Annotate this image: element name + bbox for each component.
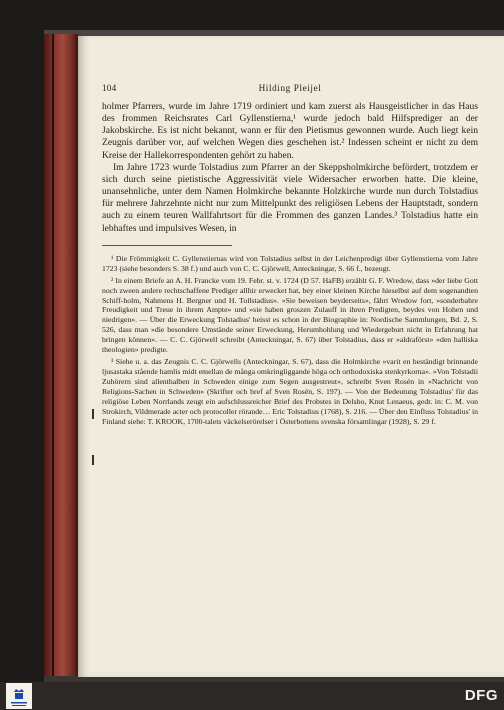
book-spine [44,34,78,679]
book-page [78,36,504,677]
body-paragraph: holmer Pfarrers, wurde im Jahre 1719 ordiniert und kam zuerst als Hausgeistlicher in das Haus des frommen Reichsrates Carl Gyllenstierna,¹ wurde jedoch bald Hilfsprediger an der Jakobskirche. Es ist nicht bekannt, wann er für den Pietismus gewonnen wurde. Auch liegt kein Zeugnis darüber vor, auf welchen Wegen dies geschehen ist.² Indessen scheint er nicht zu dem Kreise der Hallekorrespondenten gehört zu haben. [102,101,478,161]
margin-mark [92,455,94,465]
footnote-rule [102,245,232,246]
footnote-2: ² In einem Briefe an A. H. Francke vom 19. Febr. st. v. 1724 (D 57. HaFB) erzählt G. F. Wredow, dass »der liebe Gott noch zween andere rechtschaffene Prediger allhir erwecket hat, bey einer kleinen Kirche hieselbst auf dem sogenandten Schiff-holm, Nahmens H. Bergner und H. Tollstadius». »Sie beweisen beyderseits», fährt Wredow fort, »sonderbahre Freudigkeit und Treue in ihrem Ampte» und »sie haben groszen Zulauff in ihren Predigten, beydes von Hohen und niedrigen». — Über die Erweckung Tolstadius' heisst es schon in der Biographie in: Nordische Sammlungen, Bd. 2, S. 526, dass man »die besondere Umstände seiner Erweckung, Herumhohlung und Wiedergeburt nicht in Erfahrung hat bringen können». — C. C. Gjörwell schreibt (Anteckningar, S. 67) über Tolstadius, dass er »aldraförst» »den halliska theologien» predigte. [102,275,478,355]
dfg-logo: DFG [464,687,498,704]
footnote-1: ¹ Die Frömmigkeit C. Gyllenstiernas wird von Tolstadius selbst in der Leichenpredigt über Gyllenstierna vom Jahre 1723 (siehe besonders S. 38 f.) und auch von C. C. Gjörwell, Anteckningar, S. 66 f., bezeugt. [102,253,478,273]
page-content [102,83,478,429]
margin-mark [92,409,94,419]
spine-groove [52,34,54,679]
footnote-3: ³ Siehe u. a. das Zeugnis C. C. Gjörwells (Anteckningar, S. 67), dass die Holmkirche »varit en beständigt brinnande ljusastaka stående hamlis midt emellan de många omkringliggande höga och orthodoxiska stenkyrkorna». »Von Tolstadii Zuhörern sind allenthalben in Schweden einige zum Segen ausgestreut», schreibt Sven Rosén in »Nachricht von Religions-Sachen in Schweden» (Skrifter och bref af Sven Rosén, S. 197). — Von der Bedeutung Tolstadius' für das religiöse Leben Norrlands zeugt ein aufschlussreicher Brief des Probstes in Delsbo, Knut Lenaeus, gedr. in: C. M. von Strokirch, Vildmerade acter och protocoller rörande… Eric Tolstadius (1768), S. 216. — Über den Einfluss Tolstadius' in Finland siehe: T. KROOK, 1700-talets väckelserörelser i Österbottens svenska församlingar (1928), S. 29 f. [102,357,478,426]
footnotes [102,254,478,427]
crown-library-icon [6,683,32,709]
page-number: 104 [102,83,117,93]
main-text [102,101,478,235]
viewer-footer [0,682,504,710]
body-paragraph: Im Jahre 1723 wurde Tolstadius zum Pfarrer an der Skeppsholmkirche befördert, trotzdem er sich durch seine pietistische Aggressivität viele Widersacher erworben hatte. Die kleine, unansehnliche, unter dem Namen Holmkirche bekannte Holzkirche wurde nun durch Tolstadius für mehrere Jahrzehnte nicht nur zum Mittelpunkt des religiösen Lebens der Hauptstadt, sondern auch zu einem teuren Wallfahrtsort für die Frommen des ganzen Landes.³ Tolstadius hatte ein lebhaftes und impulsives Wesen, in [102,161,478,234]
running-head [102,83,478,97]
running-title: Hilding Pleijel [258,83,322,93]
